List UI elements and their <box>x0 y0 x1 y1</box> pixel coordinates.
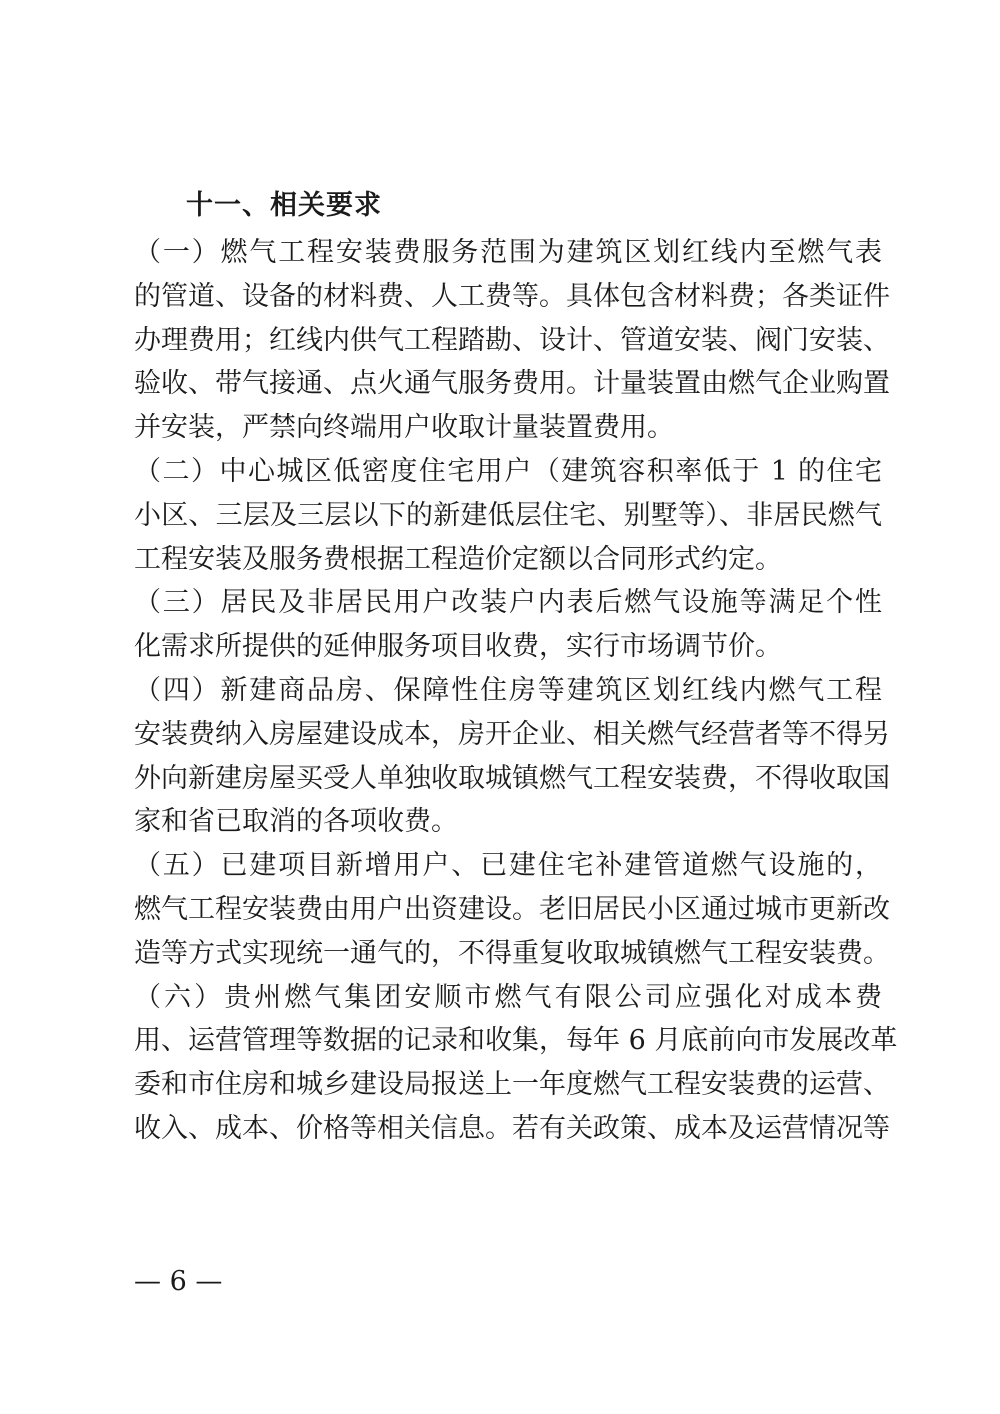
paragraph-1-line-4: 验收、带气接通、点火通气服务费用。计量装置由燃气企业购置 <box>134 368 890 400</box>
paragraph-5-line-1: （五）已建项目新增用户、已建住宅补建管道燃气设施的， <box>134 850 882 882</box>
paragraph-5-line-3: 造等方式实现统一通气的，不得重复收取城镇燃气工程安装费。 <box>134 937 890 969</box>
paragraph-2-line-3: 工程安装及服务费根据工程造价定额以合同形式约定。 <box>134 543 782 575</box>
paragraph-1-line-5: 并安装，严禁向终端用户收取计量装置费用。 <box>134 412 674 444</box>
paragraph-3-line-1: （三）居民及非居民用户改装户内表后燃气设施等满足个性 <box>134 587 882 619</box>
paragraph-2-line-2: 小区、三层及三层以下的新建低层住宅、别墅等）、非居民燃气 <box>134 499 882 531</box>
paragraph-4-line-4: 家和省已取消的各项收费。 <box>134 806 458 838</box>
paragraph-4-line-3: 外向新建房屋买受人单独收取城镇燃气工程安装费，不得收取国 <box>134 762 890 794</box>
paragraph-1-line-3: 办理费用；红线内供气工程踏勘、设计、管道安装、阀门安装、 <box>134 324 890 356</box>
paragraph-1-line-1: （一）燃气工程安装费服务范围为建筑区划红线内至燃气表 <box>134 237 882 268</box>
body-text <box>134 231 898 1151</box>
paragraph-1-line-2: 的管道、设备的材料费、人工费等。具体包含材料费；各类证件 <box>134 280 890 312</box>
paragraph-4-line-1: （四）新建商品房、保障性住房等建筑区划红线内燃气工程 <box>134 674 882 706</box>
paragraph-6-line-2: 用、运营管理等数据的记录和收集，每年 6 月底前向市发展改革 <box>134 1025 898 1057</box>
section-heading: 十一、相关要求 <box>186 190 382 221</box>
paragraph-6-line-3: 委和市住房和城乡建设局报送上一年度燃气工程安装费的运营、 <box>134 1069 890 1101</box>
paragraph-2-line-1: （二）中心城区低密度住宅用户（建筑容积率低于 1 的住宅 <box>134 455 882 487</box>
paragraph-3-line-2: 化需求所提供的延伸服务项目收费，实行市场调节价。 <box>134 631 782 663</box>
paragraph-5-line-2: 燃气工程安装费由用户出资建设。老旧居民小区通过城市更新改 <box>134 893 890 925</box>
paragraph-6-line-4: 收入、成本、价格等相关信息。若有关政策、成本及运营情况等 <box>134 1112 890 1144</box>
paragraph-4-line-2: 安装费纳入房屋建设成本，房开企业、相关燃气经营者等不得另 <box>134 718 890 750</box>
paragraph-6-line-1: （六）贵州燃气集团安顺市燃气有限公司应强化对成本费 <box>134 981 882 1013</box>
page-number: — 6 — <box>134 1266 223 1297</box>
